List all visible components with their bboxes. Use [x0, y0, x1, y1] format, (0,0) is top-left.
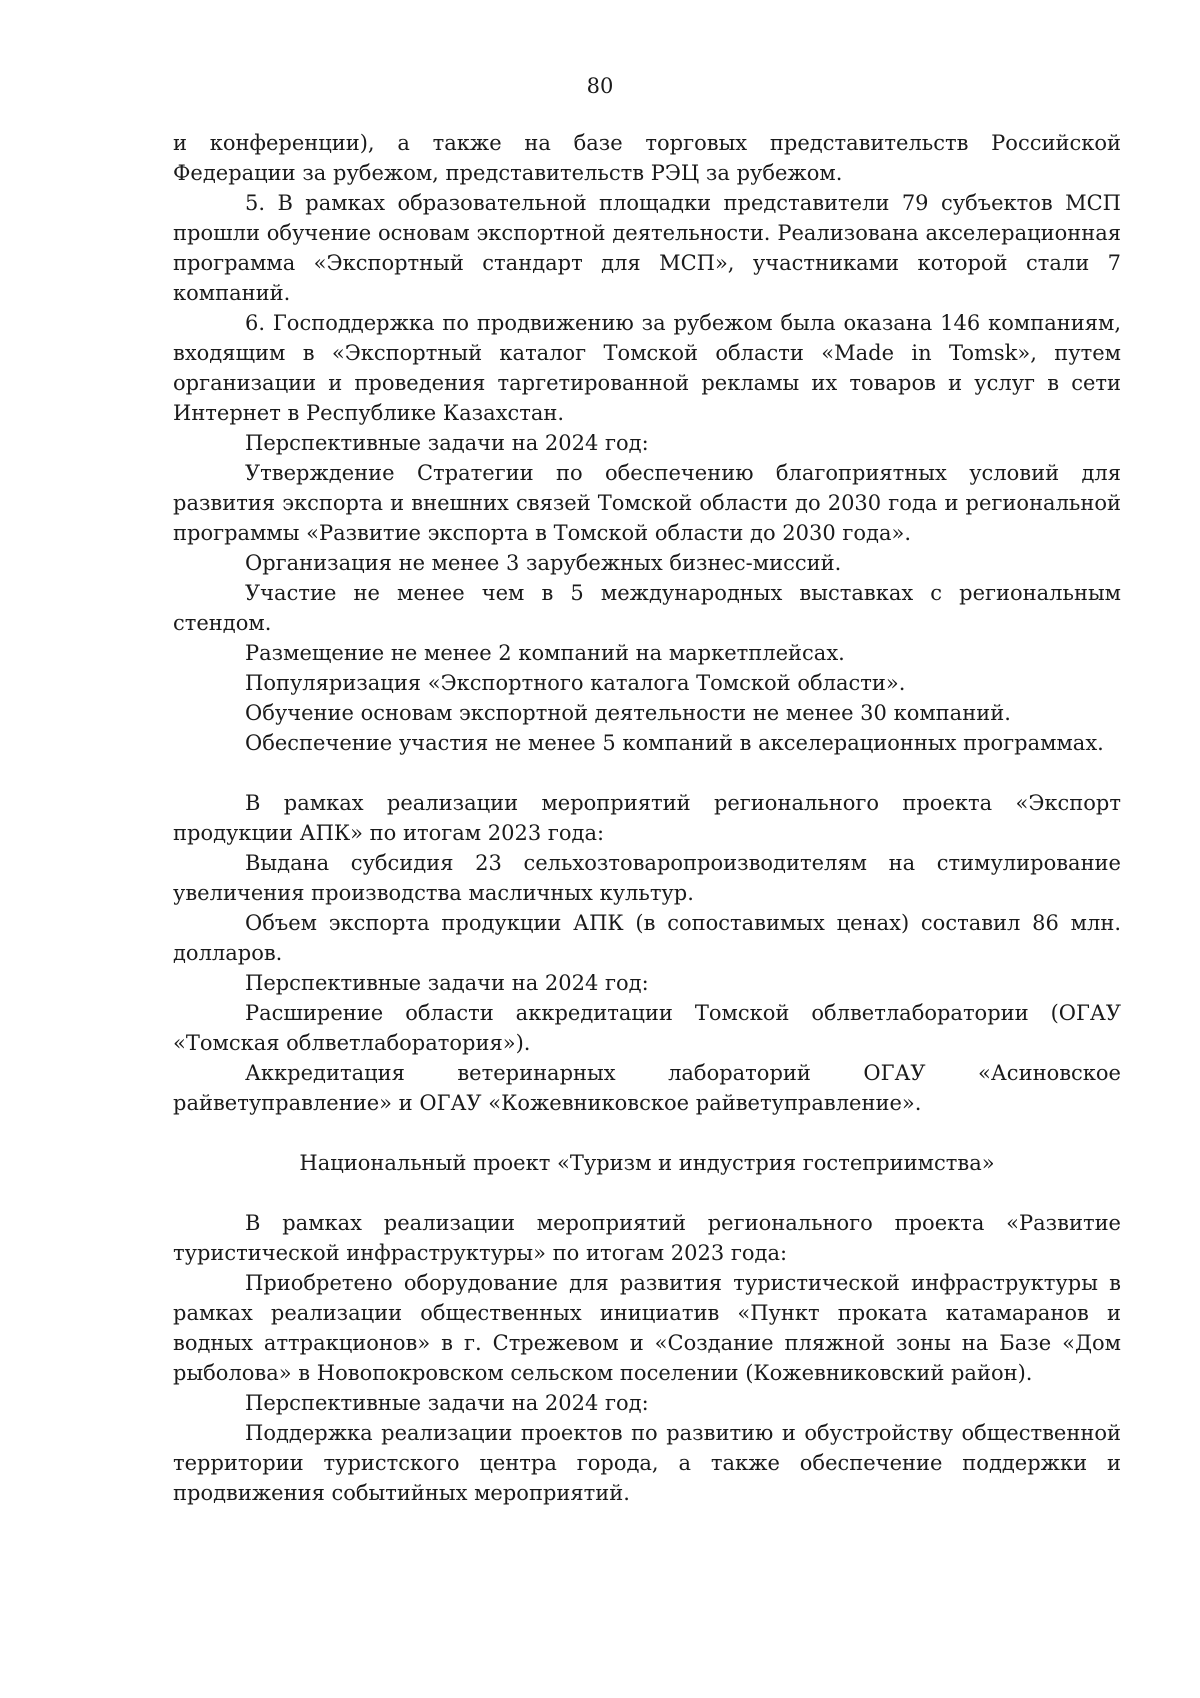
paragraph: В рамках реализации мероприятий регионального проекта «Развитие туристической инфраструктуры» по итогам 2023 года: [173, 1211, 1121, 1265]
paragraph: 5. В рамках образовательной площадки представители 79 субъектов МСП прошли обучение основам экспортной деятельности. Реализована акселерационная программа «Экспортный стандарт для МСП», участниками которой стали 7 компаний. [173, 191, 1121, 305]
paragraph: Приобретено оборудование для развития туристической инфраструктуры в рамках реализации общественных инициатив «Пункт проката катамаранов и водных аттракционов» в г. Стрежевом и «Создание пляжной зоны на Базе «Дом рыболова» в Новопокровском сельском поселении (Кожевниковский район). [173, 1271, 1121, 1385]
paragraph: Утверждение Стратегии по обеспечению благоприятных условий для развития экспорта и внешних связей Томской области до 2030 года и региональной программы «Развитие экспорта в Томской области до 2030 года». [173, 461, 1121, 545]
paragraph: В рамках реализации мероприятий регионального проекта «Экспорт продукции АПК» по итогам 2023 года: [173, 791, 1121, 845]
paragraph: 6. Господдержка по продвижению за рубежом была оказана 146 компаниям, входящим в «Экспортный каталог Томской области «Made in Tomsk», путем организации и проведения таргетированной рекламы их товаров и услуг в сети Интернет в Республике Казахстан. [173, 311, 1121, 425]
paragraph: Размещение не менее 2 компаний на маркетплейсах. [245, 641, 845, 665]
paragraph: Перспективные задачи на 2024 год: [245, 971, 649, 995]
paragraph: Перспективные задачи на 2024 год: [245, 1391, 649, 1415]
paragraph: Объем экспорта продукции АПК (в сопоставимых ценах) составил 86 млн. долларов. [173, 911, 1121, 965]
paragraph: Выдана субсидия 23 сельхозтоваропроизводителям на стимулирование увеличения производства масличных культур. [173, 851, 1121, 905]
paragraph: Перспективные задачи на 2024 год: [245, 431, 649, 455]
paragraph: Участие не менее чем в 5 международных выставках с региональным стендом. [173, 581, 1121, 635]
page-number: 80 [586, 74, 614, 98]
paragraph: Обеспечение участия не менее 5 компаний в акселерационных программах. [245, 731, 1104, 755]
paragraph: Расширение области аккредитации Томской облветлаборатории (ОГАУ «Томская облветлаборатория»). [173, 1001, 1121, 1055]
paragraph: Обучение основам экспортной деятельности не менее 30 компаний. [245, 701, 1011, 725]
paragraph: Организация не менее 3 зарубежных бизнес-миссий. [245, 551, 842, 575]
paragraph: и конференции), а также на базе торговых представительств Российской Федерации за рубежом, представительств РЭЦ за рубежом. [173, 131, 1121, 185]
section-heading: Национальный проект «Туризм и индустрия гостеприимства» [299, 1151, 995, 1175]
document-body [173, 128, 1121, 1508]
paragraph: Аккредитация ветеринарных лабораторий ОГАУ «Асиновское райветуправление» и ОГАУ «Кожевниковское райветуправление». [173, 1061, 1121, 1115]
paragraph: Популяризация «Экспортного каталога Томской области». [245, 671, 906, 695]
paragraph: Поддержка реализации проектов по развитию и обустройству общественной территории туристского центра города, а также обеспечение поддержки и продвижения событийных мероприятий. [173, 1421, 1121, 1505]
